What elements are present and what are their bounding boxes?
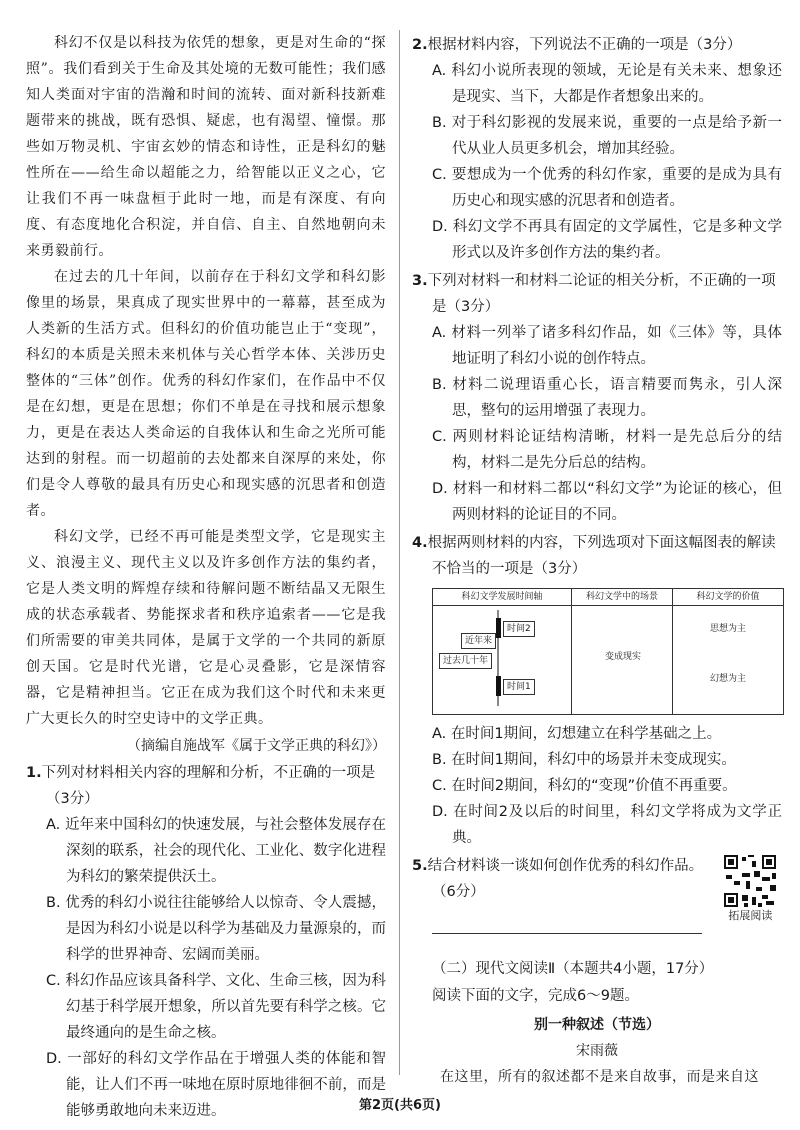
left-column <box>26 30 386 1124</box>
article-paragraph-2: 在过去的几十年间，以前存在于科幻文学和科幻影像里的场景，果真成了现实世界中的一幕幕，甚至成为人类新的生活方式。但科幻的价值功能岂止于“变现”，科幻的本质是关照未来机体与关心哲学本体、关涉历史整体的“三体”创作。优秀的科幻作家们，在作品中不仅是在幻想，更是在思想；你们不单是在寻找和展示想象力，更是在表达人类命运的自我体认和生命之光所可能达到的射程。而一切超前的去处都来自深厚的来处，你们是令人尊敬的最具有历史心和现实感的沉思者和创造者。 <box>26 269 386 519</box>
question-1-number: 1. <box>26 765 42 781</box>
chart-header-value: 科幻文学的价值 <box>673 589 783 606</box>
question-5-stem <box>412 853 719 905</box>
question-3-option-b: B. 材料二说理语重心长，语言精要而隽永，引人深思，整句的运用增强了表现力。 <box>432 377 782 419</box>
question-3-number: 3. <box>412 273 428 289</box>
question-5 <box>412 853 782 934</box>
article-author: 宋雨薇 <box>576 1043 618 1059</box>
question-3-option-a: A. 材料一列举了诸多科幻作品，如《三体》等，具体地证明了科幻小说的创作特点。 <box>432 325 782 367</box>
question-4-option-d: D. 在时间2及以后的时间里，科幻文学将成为文学正典。 <box>432 804 782 846</box>
chart-column-line-2 <box>672 589 673 714</box>
question-2-option-b: B. 对于科幻影视的发展来说，重要的一点是给予新一代从业人员更多机会，增加其经验。 <box>432 115 782 157</box>
question-3-option-d: D. 材料一和材料二都以“科幻文学”为论证的核心，但两则材料的论证目的不同。 <box>432 481 782 523</box>
question-1-option-a: A. 近年来中国科幻的快速发展，与社会整体发展存在深刻的联系，社会的现代化、工业化、数字化进程为科幻的繁荣提供沃土。 <box>46 817 386 885</box>
article-source: （摘编自施战军《属于文学正典的科幻》） <box>127 738 386 754</box>
question-2-number: 2. <box>412 37 428 53</box>
question-2-option-c: C. 要想成为一个优秀的科幻作家，重要的是成为具有历史心和现实感的沉思者和创造者。 <box>432 167 782 209</box>
article-paragraph-1: 科幻不仅是以科技为依凭的想象，更是对生命的“探照”。我们看到关于生命及其处境的无数可能性；我们感知人类面对宇宙的浩瀚和时间的流转、面对新科技新难题带来的挑战，既有恐惧、疑虑，也有渴望、憧憬。那些如万物灵机、宇宙玄妙的情态和诗性，正是科幻的魅性所在——给生命以超能之力，给智能以正义之心，它让我们不再一味盘桓于此时一地，而是有深度、有向度、有态度地化合积淀，并自信、自主、自然地朝向未来勇毅前行。 <box>26 35 386 259</box>
section-2-heading: （二）现代文阅读Ⅱ（本题共4小题，17分） <box>432 961 714 977</box>
column-divider <box>399 30 400 1075</box>
question-4-option-a: A. 在时间1期间，幻想建立在科学基础之上。 <box>432 726 722 742</box>
question-2-text: 根据材料内容，下列说法不正确的一项是（3分） <box>427 37 742 53</box>
question-4-stem <box>412 530 782 582</box>
article-2-first-line: 在这里，所有的叙述都不是来自故事，而是来自这 <box>440 1069 759 1085</box>
question-2-stem <box>412 32 782 58</box>
question-1-text: 下列对材料相关内容的理解和分析，不正确的一项是（3分） <box>41 765 376 807</box>
qr-code-icon <box>722 853 778 909</box>
question-4-option-b: B. 在时间1期间，科幻中的场景并未变成现实。 <box>432 752 736 768</box>
question-3 <box>412 268 782 528</box>
period-label-time-1: 时间1 <box>503 679 535 695</box>
question-3-stem <box>412 268 782 320</box>
qr-code-label: 拓展阅读 <box>728 909 773 922</box>
question-1-option-d: D. 一部好的科幻文学作品在于增强人类的体能和智能，让人们不再一味地在原时原地徘徊不前，而是能够勇敢地向未来迈进。 <box>46 1051 386 1119</box>
period-2-bar <box>496 618 501 638</box>
question-5-text: 结合材料谈一谈如何创作优秀的科幻作品。（6分） <box>427 858 704 900</box>
timeline-label-recent: 近年来 <box>461 633 496 649</box>
qr-code-block[interactable] <box>719 853 782 923</box>
right-column <box>412 30 782 1090</box>
question-2-option-a: A. 科幻小说所表现的领域，无论是有关未来、想象还是现实、当下，大都是作者想象出来的。 <box>432 63 782 105</box>
question-1 <box>26 760 386 1124</box>
question-1-option-c: C. 科幻作品应该具备科学、文化、生命三核，因为科幻基于科学展开想象，所以首先要有科学之核。它最终通向的是生命之核。 <box>46 973 386 1041</box>
page-number-footer: 第2页(共6页) <box>359 1098 441 1113</box>
question-3-option-c: C. 两则材料论证结构清晰，材料一是先总后分的结构，材料二是先分后总的结构。 <box>432 429 782 471</box>
question-3-text: 下列对材料一和材料二论证的相关分析，不正确的一项是（3分） <box>427 273 776 315</box>
question-4-number: 4. <box>412 535 428 551</box>
question-1-option-b: B. 优秀的科幻小说往往能够给人以惊奇、令人震撼，是因为科幻小说是以科学为基础及力量源泉的，而科学的世界神奇、宏阔而美丽。 <box>46 895 386 963</box>
answer-line <box>432 933 702 934</box>
article-paragraph-3: 科幻文学，已经不再可能是类型文学，它是现实主义、浪漫主义、现代主义以及许多创作方法的集约者，它是人类文明的辉煌存续和待解问题不断结晶又无限生成的状态承载者、势能探求者和秩序追索者——它是我们所需要的审美共同体，是属于文学的一个共同的新原创天国。它是时代光谱，它是心灵叠影，它是深情容器，它是精神担当。它正在成为我们这个时代和未来更广大更长久的时空史诗中的文学正典。 <box>26 529 386 727</box>
chart-header-timeline: 科幻文学发展时间轴 <box>433 589 571 606</box>
sci-fi-development-chart <box>432 588 784 715</box>
question-2 <box>412 32 782 266</box>
question-1-stem <box>26 760 386 812</box>
scene-cell: 变成现实 <box>604 652 641 662</box>
question-5-number: 5. <box>412 858 428 874</box>
value-cell-thought: 思想为主 <box>709 624 746 634</box>
section-2-instruction: 阅读下面的文字，完成6～9题。 <box>432 988 639 1004</box>
question-2-option-d: D. 科幻文学不再具有固定的文学属性，它是多种文学形式以及许多创作方法的集约者。 <box>432 219 782 261</box>
question-4-text: 根据两则材料的内容，下列选项对下面这幅图表的解读不恰当的一项是（3分） <box>427 535 776 577</box>
timeline-label-past-decades: 过去几十年 <box>439 653 492 669</box>
question-4-option-c: C. 在时间2期间，科幻的“变现”价值不再重要。 <box>432 778 737 794</box>
chart-column-line-1 <box>571 589 572 714</box>
period-label-time-2: 时间2 <box>503 621 535 637</box>
article-title: 别一种叙述（节选） <box>534 1017 660 1033</box>
question-4 <box>412 530 782 851</box>
period-1-bar <box>496 676 501 696</box>
value-cell-fantasy: 幻想为主 <box>709 674 746 684</box>
chart-header-scene: 科幻文学中的场景 <box>572 589 672 606</box>
